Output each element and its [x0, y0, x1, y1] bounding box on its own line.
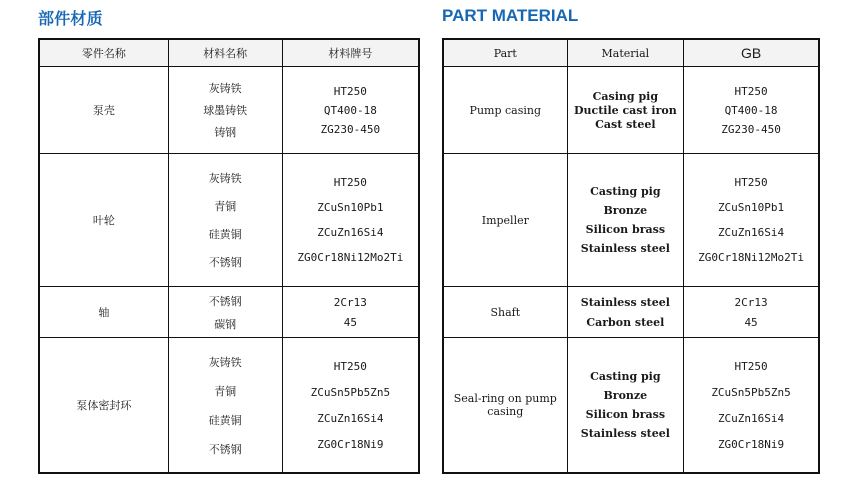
cn-row-impeller: [39, 154, 419, 287]
en-row-seal-ring: [443, 338, 819, 474]
cn-material: 青铜: [214, 200, 237, 213]
en-part-cell: Impeller: [443, 154, 567, 287]
en-header-gb: GB: [684, 39, 819, 67]
cn-grade: ZCuSn5Pb5Zn5: [310, 385, 391, 399]
en-grade: QT400-18: [724, 103, 778, 117]
en-material: Bronze: [603, 204, 648, 217]
en-material: Silicon brass: [585, 408, 666, 421]
en-grade: ZCuSn10Pb1: [717, 201, 785, 214]
cn-section-heading: 部件材质: [38, 9, 103, 28]
cn-grade: ZG230-450: [320, 122, 381, 136]
en-grade: ZG0Cr18Ni9: [717, 437, 785, 451]
en-material: Ductile cast iron: [573, 103, 677, 117]
cn-grade: 45: [343, 315, 357, 329]
cn-part-cell: 泵体密封环: [39, 338, 168, 474]
en-header-material: Material: [567, 39, 684, 67]
en-row-impeller: [443, 154, 819, 287]
cn-material: 硅黄铜: [208, 413, 242, 427]
cn-material: 铸钢: [214, 126, 237, 139]
cn-grade: ZG0Cr18Ni9: [317, 437, 384, 451]
cn-part-cell: 轴: [39, 287, 168, 338]
cn-grade: HT250: [333, 359, 367, 373]
en-part-cell: Shaft: [443, 287, 567, 338]
en-grade: ZCuZn16Si4: [717, 411, 785, 425]
cn-grade: ZCuSn10Pb1: [317, 201, 384, 214]
cn-row-pump-casing: [39, 67, 419, 154]
cn-row-shaft: [39, 287, 419, 338]
en-grade: ZCuSn5Pb5Zn5: [711, 385, 791, 399]
en-grade: ZG230-450: [721, 122, 781, 136]
en-material: Casting pig: [590, 185, 661, 198]
cn-material: 灰铸铁: [208, 82, 242, 95]
en-grade: HT250: [734, 359, 768, 373]
en-grade: HT250: [734, 84, 768, 98]
en-row-pump-casing: [443, 67, 819, 154]
cn-header-material: 材料名称: [168, 39, 282, 67]
en-material: Silicon brass: [585, 223, 666, 236]
en-material: Casing pig: [592, 89, 659, 103]
en-material: Carbon steel: [586, 315, 665, 329]
cn-header-grade: 材料牌号: [282, 39, 419, 67]
cn-material: 不锈钢: [208, 442, 242, 456]
en-material: Casting pig: [590, 370, 661, 383]
en-material-table: [442, 38, 820, 474]
cn-header-part: 零件名称: [39, 39, 168, 67]
en-grade: 2Cr13: [734, 295, 768, 309]
cn-grade: ZG0Cr18Ni12Mo2Ti: [297, 251, 404, 264]
en-part-cell: Seal-ring on pump casing: [443, 338, 567, 474]
en-header-part: Part: [443, 39, 567, 67]
en-material: Cast steel: [595, 117, 656, 131]
en-grade: ZCuZn16Si4: [717, 226, 785, 239]
cn-material: 球墨铸铁: [203, 104, 248, 117]
cn-grade: QT400-18: [323, 103, 377, 117]
cn-grade: HT250: [333, 176, 367, 189]
cn-material: 青铜: [214, 384, 237, 398]
cn-grade: ZCuZn16Si4: [317, 226, 384, 239]
en-material: Bronze: [603, 389, 648, 402]
cn-material-table: [38, 38, 420, 474]
cn-header-row: [39, 39, 419, 67]
cn-material: 灰铸铁: [208, 355, 242, 369]
cn-material: 不锈钢: [208, 256, 242, 269]
en-grade: HT250: [734, 176, 768, 189]
en-material: Stainless steel: [580, 427, 670, 440]
en-grade: ZG0Cr18Ni12Mo2Ti: [698, 251, 805, 264]
cn-material: 不锈钢: [208, 294, 242, 308]
cn-material: 硅黄铜: [208, 228, 242, 241]
cn-material: 碳钢: [214, 317, 237, 331]
cn-part-cell: 叶轮: [39, 154, 168, 287]
en-grade: 45: [744, 315, 758, 329]
cn-grade: HT250: [333, 84, 367, 98]
en-material: Stainless steel: [580, 242, 670, 255]
cn-grade: 2Cr13: [333, 295, 367, 309]
cn-grade: ZCuZn16Si4: [317, 411, 384, 425]
en-row-shaft: [443, 287, 819, 338]
en-section-heading: PART MATERIAL: [442, 6, 579, 25]
cn-part-cell: 泵壳: [39, 67, 168, 154]
en-part-cell: Pump casing: [443, 67, 567, 154]
cn-row-seal-ring: [39, 338, 419, 474]
en-material: Stainless steel: [580, 295, 670, 309]
en-header-row: [443, 39, 819, 67]
cn-material: 灰铸铁: [208, 172, 242, 185]
